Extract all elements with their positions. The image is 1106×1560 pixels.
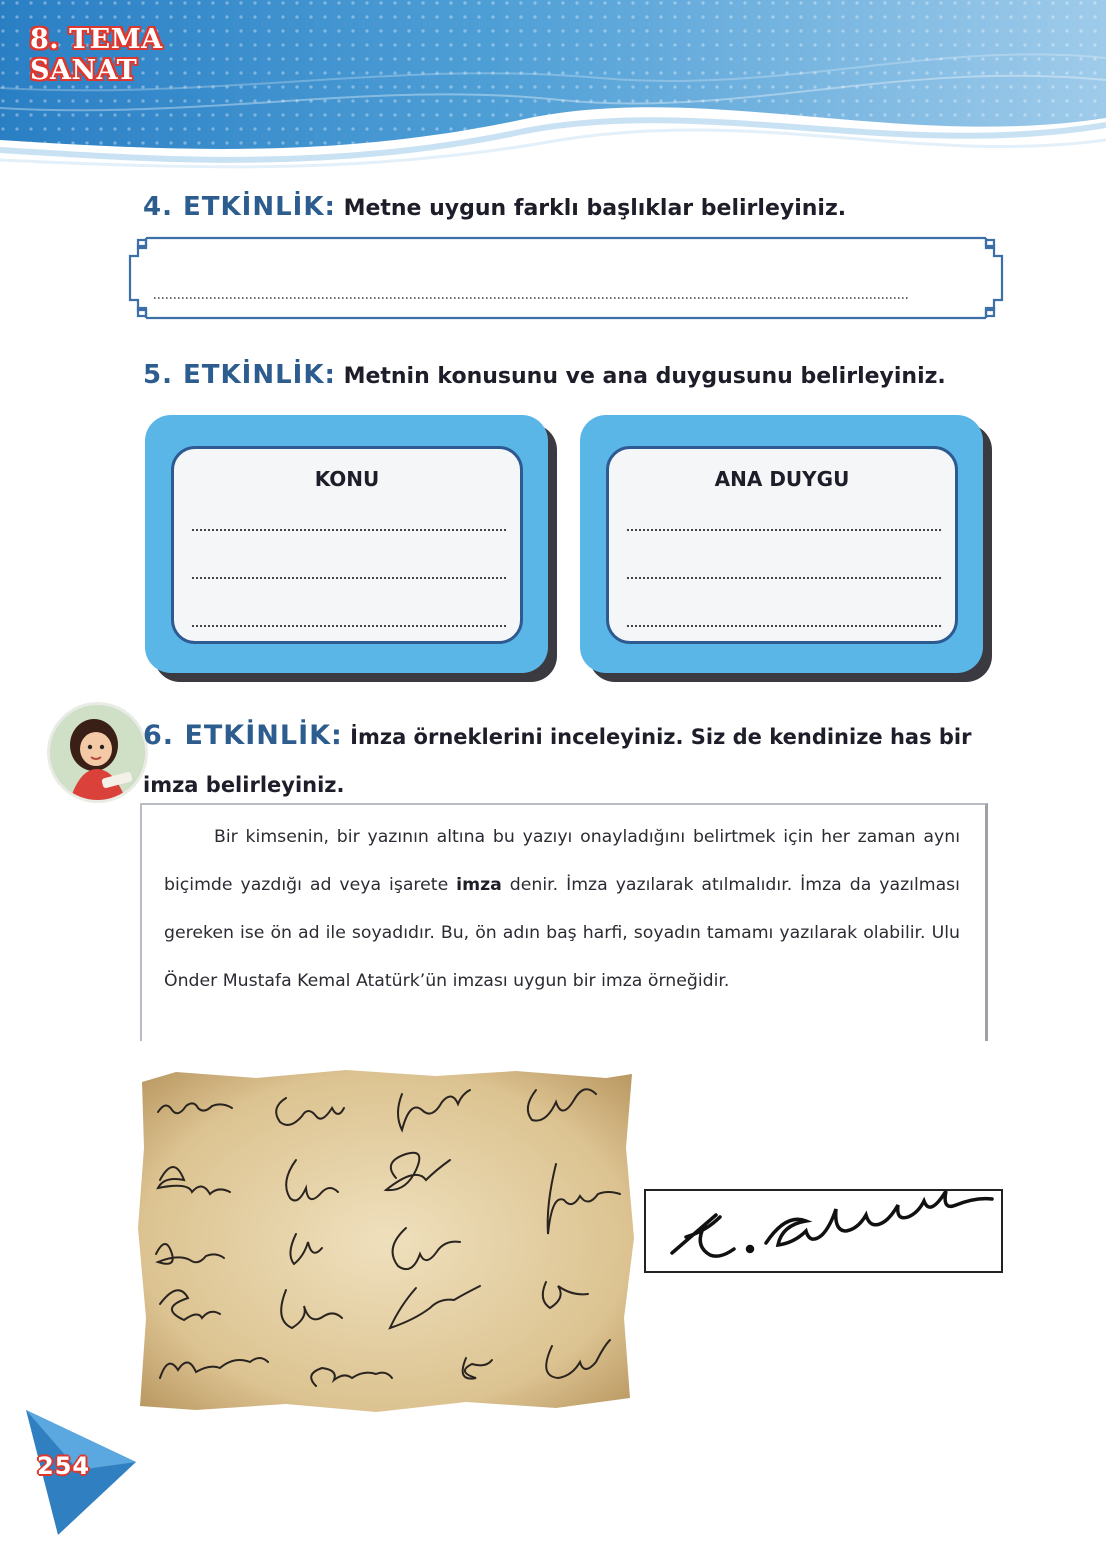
- emotion-card-inner: [606, 446, 958, 644]
- answer-line: [627, 529, 941, 531]
- activity-5-number: 5. ETKİNLİK:: [143, 360, 336, 390]
- topic-card-title: KONU: [314, 467, 380, 491]
- answer-line: [627, 577, 941, 579]
- topic-card: [145, 415, 548, 673]
- topic-card-inner: [171, 446, 523, 644]
- activity-5-heading: [143, 360, 946, 392]
- activity-6-heading: [143, 712, 1003, 809]
- activity-4-instruction: Metne uygun farklı başlıklar belirleyiniz.: [343, 196, 847, 221]
- emotion-card: [580, 415, 983, 673]
- signature-samples-paper: [136, 1068, 638, 1414]
- answer-line: [192, 625, 506, 627]
- ataturk-signature: [646, 1191, 1001, 1271]
- info-text-part-1: Bir kimsenin, bir yazının altına bu yazıyı onayladığını belirtmek için her zaman aynı biçimde yazdığı ad veya işarete: [164, 827, 960, 895]
- ataturk-signature-frame: [644, 1189, 1003, 1273]
- activity-6-instruction: İmza örneklerini inceleyiniz. Siz de kendinize has bir imza belirleyiniz.: [143, 725, 972, 797]
- answer-line: [627, 625, 941, 627]
- theme-label: [30, 24, 163, 86]
- theme-number: 8. TEMA: [30, 24, 163, 55]
- theme-name: SANAT: [30, 55, 138, 86]
- page-number: 254: [37, 1452, 91, 1480]
- signature-info-box: [140, 803, 988, 1041]
- emotion-card-title: ANA DUYGU: [714, 467, 850, 491]
- info-text-bold-term: imza: [456, 875, 502, 895]
- activity-4-number: 4. ETKİNLİK:: [143, 192, 336, 222]
- title-answer-frame: [124, 232, 1008, 324]
- header-wave-banner: [0, 0, 1106, 175]
- answer-line: [192, 577, 506, 579]
- activity-5-instruction: Metnin konusunu ve ana duygusunu belirleyiniz.: [343, 364, 946, 389]
- activity-6-number: 6. ETKİNLİK:: [143, 720, 343, 751]
- writing-girl-avatar: [47, 702, 148, 803]
- answer-line: [192, 529, 506, 531]
- info-text-part-2: denir. İmza yazılarak atılmalıdır. İmza da yazılması gereken ise ön ad ile soyadıdır. Bu, ön adın baş harfi, soyadın tamamı yazılarak olabilir. Ulu Önder Mustafa Kemal Atatürk’ün imzası uygun bir imza örneğidir.: [164, 875, 960, 991]
- signature-info-text: [164, 813, 960, 1005]
- activity-4-heading: [143, 192, 846, 224]
